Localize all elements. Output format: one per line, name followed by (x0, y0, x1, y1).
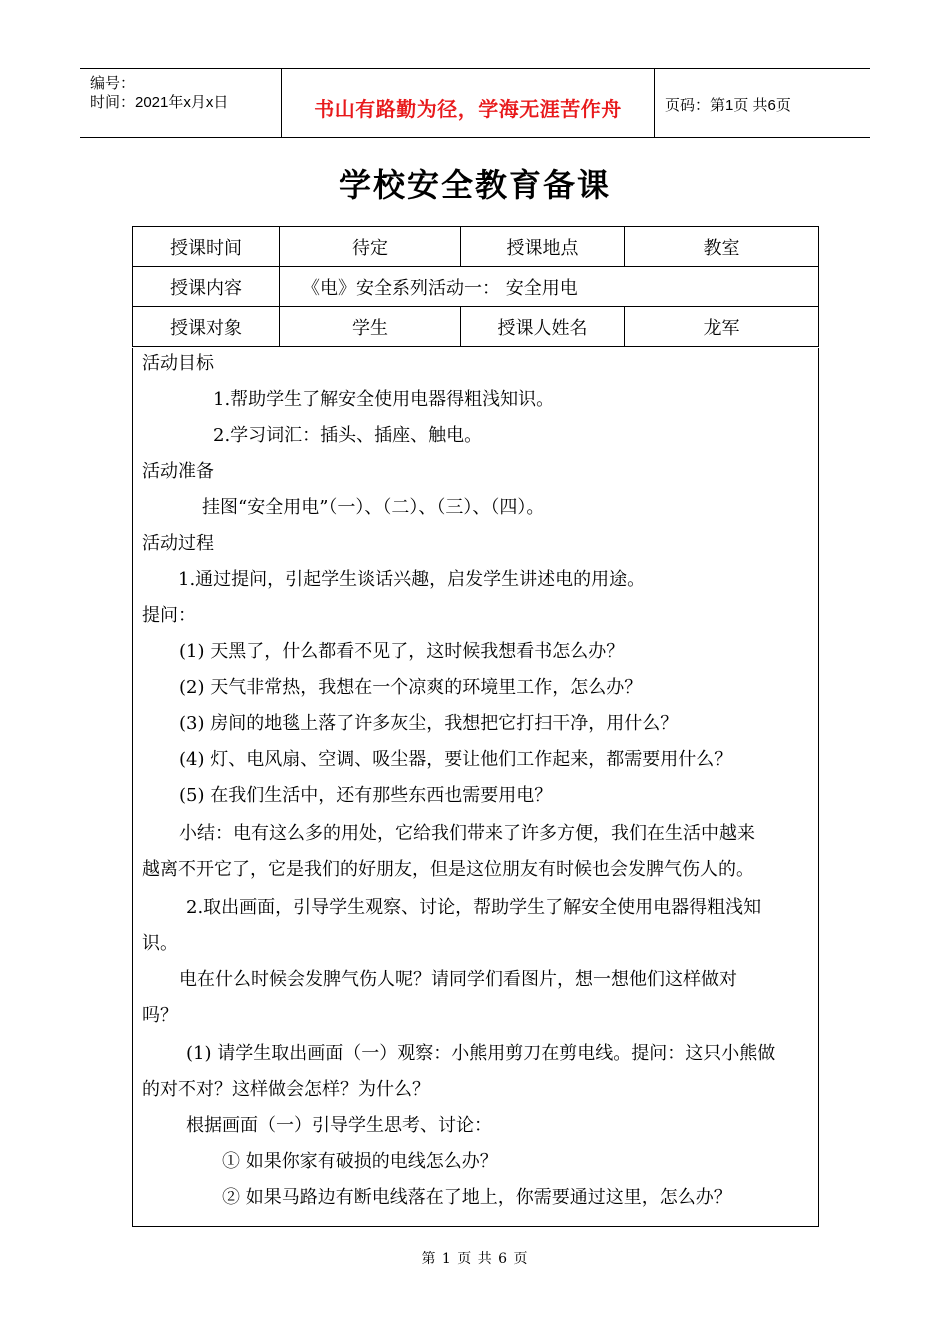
date-label: 时间：2021年x月x日 (90, 94, 229, 111)
section-heading-process: 活动过程 (142, 533, 214, 554)
page-footer: 第 1 页 共 6 页 (421, 1251, 529, 1267)
body-line: 根据画面（一）引导学生思考、讨论： (186, 1115, 492, 1136)
section-heading-goals: 活动目标 (142, 353, 214, 374)
lesson-body (132, 348, 819, 1227)
teacher-label: 授课人姓名 (461, 307, 625, 347)
table-row (133, 267, 819, 307)
header-page-cell (655, 69, 870, 137)
place-label: 授课地点 (461, 227, 625, 267)
content-value: 《电》安全系列活动一： 安全用电 (280, 267, 819, 307)
body-line: (3) 房间的地毯上落了许多灰尘，我想把它打扫干净，用什么？ (179, 713, 679, 734)
body-line: (1) 请学生取出画面（一）观察：小熊用剪刀在剪电线。提问：这只小熊做 (186, 1043, 776, 1064)
section-heading-prep: 活动准备 (142, 461, 214, 482)
content-label: 授课内容 (133, 267, 280, 307)
table-row (133, 227, 819, 267)
body-line: 越离不开它了，它是我们的好朋友，但是这位朋友有时候也会发脾气伤人的。 (142, 859, 754, 880)
teacher-value: 龙军 (625, 307, 819, 347)
document-header (80, 68, 870, 138)
body-line: 1.帮助学生了解安全使用电器得粗浅知识。 (213, 389, 555, 410)
body-line: (4) 灯、电风扇、空调、吸尘器，要让他们工作起来，都需要用什么？ (179, 749, 733, 770)
body-line: 挂图“安全用电”（一）、（二）、（三）、（四）。 (202, 497, 545, 518)
body-line: (5) 在我们生活中，还有那些东西也需要用电？ (179, 785, 553, 806)
header-meta (80, 69, 281, 137)
table-row (133, 307, 819, 347)
body-line: 提问： (142, 605, 196, 626)
body-line: 2.取出画面，引导学生观察、讨论，帮助学生了解安全使用电器得粗浅知 (186, 897, 762, 918)
time-label: 授课时间 (133, 227, 280, 267)
time-value: 待定 (280, 227, 461, 267)
body-line: 电在什么时候会发脾气伤人呢？请同学们看图片，想一想他们这样做对 (179, 969, 737, 990)
body-line: (2) 天气非常热，我想在一个凉爽的环境里工作，怎么办？ (179, 677, 643, 698)
audience-label: 授课对象 (133, 307, 280, 347)
page-title: 学校安全教育备课 (338, 166, 611, 204)
audience-value: 学生 (280, 307, 461, 347)
motto-text: 书山有路勤为径，学海无涯苦作舟 (314, 97, 622, 121)
header-motto-cell (281, 69, 655, 137)
body-line: ② 如果马路边有断电线落在了地上，你需要通过这里，怎么办？ (222, 1187, 732, 1208)
page-label: 页码：第1页 共6页 (665, 97, 791, 114)
body-line: 的对不对？这样做会怎样？为什么？ (142, 1079, 430, 1100)
body-line: 识。 (142, 933, 178, 954)
body-line: 小结：电有这么多的用处，它给我们带来了许多方便，我们在生活中越来 (179, 823, 755, 844)
lesson-info-table (132, 226, 819, 347)
body-line: (1) 天黑了，什么都看不见了，这时候我想看书怎么办？ (179, 641, 625, 662)
body-line: ① 如果你家有破损的电线怎么办？ (222, 1151, 498, 1172)
body-line: 1.通过提问，引起学生谈话兴趣，启发学生讲述电的用途。 (178, 569, 646, 590)
place-value: 教室 (625, 227, 819, 267)
body-line: 2.学习词汇：插头、插座、触电。 (213, 425, 483, 446)
body-line: 吗？ (142, 1005, 178, 1026)
serial-label: 编号： (90, 75, 136, 92)
